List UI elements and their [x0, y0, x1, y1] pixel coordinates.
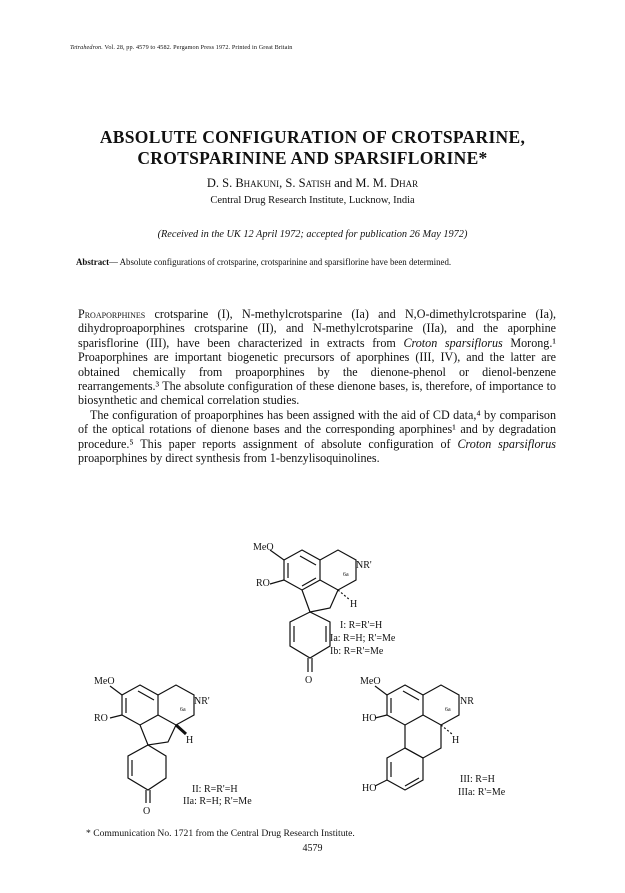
cyclopentane-ring [140, 725, 176, 745]
s1-o-label: O [305, 675, 313, 686]
body-text [78, 307, 556, 465]
s3-meo-label: MeO [360, 676, 381, 687]
s1-nr-label: NR' [356, 560, 372, 571]
ring-double-bond [302, 578, 316, 586]
s2-ro-label: RO [94, 713, 108, 724]
piperidine-ring [423, 685, 459, 725]
stereo-bond [441, 725, 452, 734]
ring-double-bond [138, 691, 154, 700]
dienone-ring [290, 612, 330, 658]
s1-6a-label: 6a [343, 572, 349, 578]
page-number: 4579 [302, 843, 323, 854]
footnote: * Communication No. 1721 from the Central Drug Research Institute. [86, 828, 355, 839]
author-2-surname: Satish [298, 176, 332, 190]
stereo-bond [338, 590, 350, 600]
author-3-initials: and M. M. [331, 176, 391, 190]
hydroxy-bond [375, 715, 387, 718]
abstract-text: — Absolute configurations of crotsparine, crotsparinine and sparsiflorine have been determined. [109, 257, 452, 267]
piperidine-ring [158, 685, 194, 725]
hydroxy-bond [110, 715, 122, 718]
paragraph-2-part-b: proaporphines by direct synthesis from 1-benzylisoquinolines. [78, 451, 380, 466]
journal-header [70, 44, 293, 51]
s1-h-label: H [350, 599, 358, 610]
phenol-ring [387, 748, 423, 790]
s2-legend-1: II: R=R'=H [192, 784, 238, 795]
s1-legend-3: Ib: R=R'=Me [330, 646, 384, 657]
paragraph-2-part-a: The configuration of proaporphines has been assigned with the aid of CD data,⁴ by comparison of the optical rotations of dienone bases and the corresponding aporphines¹ and by degradation procedure.⁵ This paper reports assignment of absolute configuration of [78, 407, 556, 451]
s2-meo-label: MeO [94, 676, 115, 687]
paragraph-1-lead: Proaporphines [78, 307, 146, 321]
cyclohexenone-ring [128, 745, 166, 790]
central-ring [405, 725, 441, 758]
received-dates: (Received in the UK 12 April 1972; accepted for publication 26 May 1972) [157, 229, 468, 240]
aromatic-ring [387, 685, 423, 725]
hydroxy-bond [375, 780, 387, 786]
author-1-surname: Bhakuni [235, 176, 280, 190]
aromatic-ring [122, 685, 158, 725]
s3-legend-2: IIIa: R'=Me [458, 787, 506, 798]
s3-ho-label-bottom: HO [362, 783, 377, 794]
s2-o-label: O [143, 806, 151, 817]
author-2-initials: , S. [279, 176, 299, 190]
species-name: Croton sparsiflorus [403, 335, 503, 350]
chemical-structures [0, 520, 625, 820]
paragraph-1 [78, 307, 556, 408]
ring-double-bond [300, 556, 316, 565]
journal-citation: Vol. 28, pp. 4579 to 4582. Pergamon Press 1972. Printed in Great Britain [104, 44, 293, 51]
author-1-initials: D. S. [206, 176, 236, 190]
structure-iii [375, 685, 459, 790]
author-list [0, 176, 625, 191]
abstract [76, 257, 556, 267]
s3-nr-label: NR [460, 696, 474, 707]
s3-ho-label-top: HO [362, 713, 377, 724]
paragraph-2 [78, 408, 556, 466]
s2-h-label: H [186, 735, 194, 746]
author-3-surname: Dhar [390, 176, 419, 190]
journal-name: Tetrahedron. [70, 44, 103, 51]
s3-6a-label: 6a [445, 707, 451, 713]
paragraph-1-part-b: Morong.¹ Proaporphines are important biogenetic precursors of aporphines (III, IV), and the latter are obtained chemically from proaporphines by the dienone-phenol or dienol-benzene rearrangements.³ The absolute configuration of these dienone bases, is, therefore, of importance to biosynthetic and chemical correlation studies. [78, 335, 556, 408]
paper-title-line-1: ABSOLUTE CONFIGURATION OF CROTSPARINE, [99, 127, 526, 147]
s2-legend-2: IIa: R=H; R'=Me [183, 796, 252, 807]
stereo-bond [176, 725, 186, 734]
s1-ro-label: RO [256, 578, 270, 589]
ring-double-bond [403, 691, 419, 700]
paper-title-line-2: CROTSPARININE AND SPARSIFLORINE* [137, 148, 488, 168]
s2-6a-label: 6a [180, 707, 186, 713]
hydroxy-bond [270, 580, 284, 584]
s3-legend-1: III: R=H [460, 774, 495, 785]
s1-legend-1: I: R=R'=H [340, 620, 383, 631]
ring-double-bond [405, 778, 419, 786]
s1-legend-2: Ia: R=H; R'=Me [330, 633, 396, 644]
cyclopentane-ring [302, 590, 338, 612]
s1-meo-label: MeO [253, 542, 274, 553]
s2-nr-label: NR' [194, 696, 210, 707]
piperidine-ring [320, 550, 356, 590]
structure-ii [110, 685, 194, 803]
methoxy-bond [110, 686, 122, 695]
affiliation: Central Drug Research Institute, Lucknow, India [210, 195, 415, 206]
s3-h-label: H [452, 735, 460, 746]
species-name: Croton sparsiflorus [457, 436, 556, 451]
paragraph-1-part-a: crotsparine (I), N-methylcrotsparine (Ia) and N,O-dimethylcrotsparine (Ia), dihydroproaporphines crotsparine (II), and N-methylcrotsparine (IIa), and the aporphine sparisflorine (III), have been characterized in extracts from [78, 307, 556, 350]
abstract-label: Abstract [76, 257, 110, 267]
aromatic-ring [284, 550, 320, 590]
methoxy-bond [375, 686, 387, 695]
